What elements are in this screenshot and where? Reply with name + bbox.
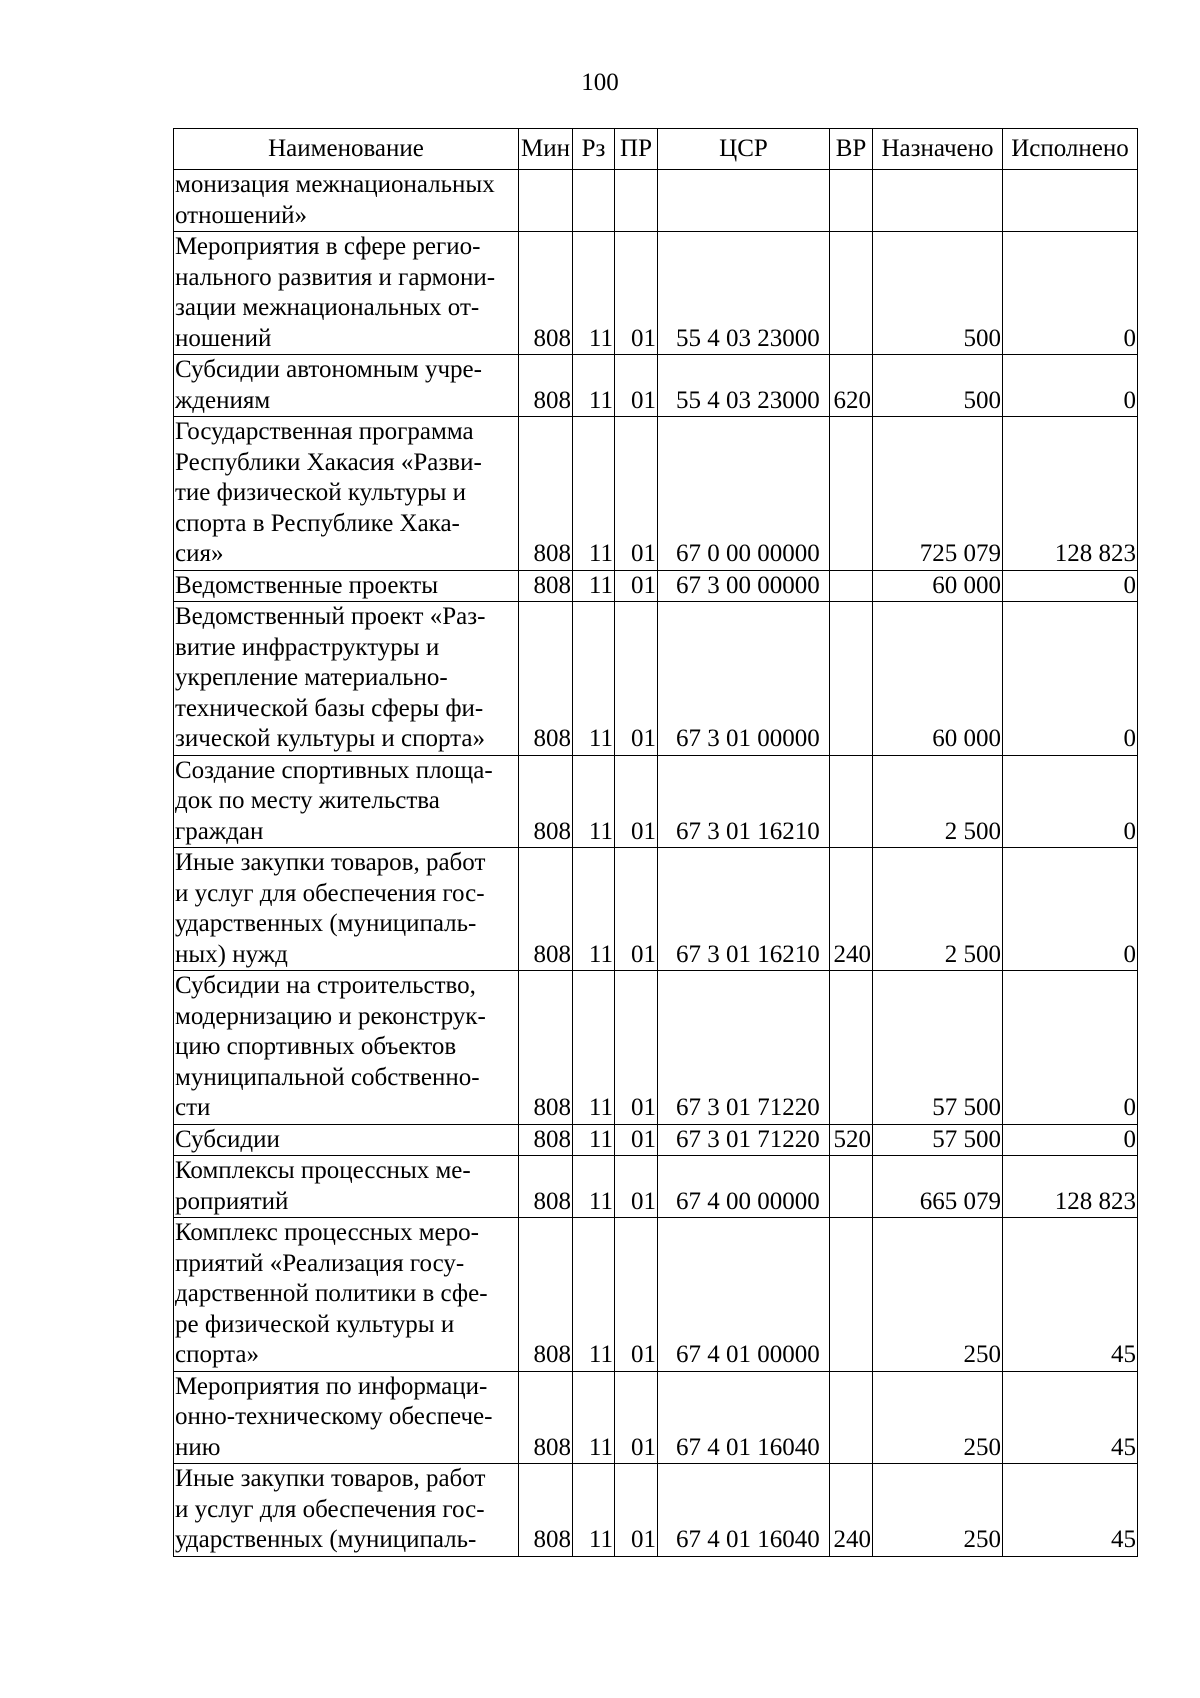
- cell-csr: 67 0 00 00000: [658, 417, 830, 571]
- cell-rz: 11: [573, 232, 615, 355]
- cell-pr: 01: [615, 1218, 658, 1372]
- cell-name: Ведомственные проекты: [174, 570, 519, 602]
- cell-pr: 01: [615, 1464, 658, 1557]
- cell-name: монизация межнациональных отношений»: [174, 170, 519, 232]
- cell-naznacheno: 60 000: [873, 602, 1003, 756]
- header-naznacheno: Назначено: [873, 129, 1003, 170]
- header-rz: Рз: [573, 129, 615, 170]
- table-row: [174, 570, 1138, 602]
- cell-rz: 11: [573, 355, 615, 417]
- cell-ispolneno: 0: [1003, 355, 1138, 417]
- cell-ispolneno: 45: [1003, 1218, 1138, 1372]
- cell-rz: 11: [573, 1124, 615, 1156]
- cell-min: 808: [519, 1124, 573, 1156]
- cell-naznacheno: 60 000: [873, 570, 1003, 602]
- cell-naznacheno: 250: [873, 1371, 1003, 1464]
- cell-min: 808: [519, 602, 573, 756]
- cell-rz: 11: [573, 417, 615, 571]
- cell-rz: 11: [573, 602, 615, 756]
- cell-naznacheno: 2 500: [873, 755, 1003, 848]
- table-row: [174, 755, 1138, 848]
- cell-csr: 67 4 01 00000: [658, 1218, 830, 1372]
- cell-min: 808: [519, 232, 573, 355]
- cell-naznacheno: 500: [873, 232, 1003, 355]
- cell-min: 808: [519, 1156, 573, 1218]
- cell-pr: 01: [615, 570, 658, 602]
- cell-min: 808: [519, 1371, 573, 1464]
- header-name: Наименование: [174, 129, 519, 170]
- cell-name: Мероприятия в сфере регио- нального развития и гармони- зации межнациональных от- ношений: [174, 232, 519, 355]
- table-row: [174, 1218, 1138, 1372]
- table-row: [174, 417, 1138, 571]
- cell-csr: 67 3 01 71220: [658, 1124, 830, 1156]
- cell-rz: [573, 170, 615, 232]
- cell-name: Комплекс процессных меро- приятий «Реализация госу- дарственной политики в сфе- ре физической культуры и спорта»: [174, 1218, 519, 1372]
- budget-table: [173, 128, 1138, 1557]
- table-row: [174, 971, 1138, 1125]
- cell-name: Субсидии автономным учре- ждениям: [174, 355, 519, 417]
- cell-vr: [830, 1156, 873, 1218]
- cell-min: 808: [519, 1218, 573, 1372]
- cell-name: Иные закупки товаров, работ и услуг для обеспечения гос- ударственных (муниципаль- ных) нужд: [174, 848, 519, 971]
- cell-name: Комплексы процессных ме- роприятий: [174, 1156, 519, 1218]
- cell-pr: [615, 170, 658, 232]
- cell-pr: 01: [615, 848, 658, 971]
- cell-csr: 67 3 01 71220: [658, 971, 830, 1125]
- cell-naznacheno: 725 079: [873, 417, 1003, 571]
- header-pr: ПР: [615, 129, 658, 170]
- cell-vr: 240: [830, 848, 873, 971]
- cell-csr: 67 4 01 16040: [658, 1464, 830, 1557]
- cell-pr: 01: [615, 417, 658, 571]
- table-row: [174, 1464, 1138, 1557]
- cell-vr: [830, 755, 873, 848]
- cell-rz: 11: [573, 1371, 615, 1464]
- cell-vr: [830, 417, 873, 571]
- cell-ispolneno: 0: [1003, 602, 1138, 756]
- table-row: [174, 170, 1138, 232]
- cell-rz: 11: [573, 1218, 615, 1372]
- cell-csr: 67 4 00 00000: [658, 1156, 830, 1218]
- cell-csr: [658, 170, 830, 232]
- header-min: Мин: [519, 129, 573, 170]
- cell-naznacheno: 665 079: [873, 1156, 1003, 1218]
- cell-min: 808: [519, 570, 573, 602]
- header-ispolneno: Исполнено: [1003, 129, 1138, 170]
- cell-csr: 55 4 03 23000: [658, 232, 830, 355]
- table-body: [174, 170, 1138, 1557]
- cell-naznacheno: 250: [873, 1218, 1003, 1372]
- cell-ispolneno: 0: [1003, 848, 1138, 971]
- cell-min: 808: [519, 848, 573, 971]
- cell-naznacheno: 500: [873, 355, 1003, 417]
- table-header: [174, 129, 1138, 170]
- cell-pr: 01: [615, 971, 658, 1125]
- header-csr: ЦСР: [658, 129, 830, 170]
- cell-ispolneno: 128 823: [1003, 417, 1138, 571]
- cell-ispolneno: 0: [1003, 570, 1138, 602]
- cell-ispolneno: 128 823: [1003, 1156, 1138, 1218]
- cell-naznacheno: 57 500: [873, 1124, 1003, 1156]
- cell-vr: [830, 170, 873, 232]
- cell-min: [519, 170, 573, 232]
- cell-rz: 11: [573, 971, 615, 1125]
- cell-vr: [830, 570, 873, 602]
- cell-rz: 11: [573, 1464, 615, 1557]
- cell-rz: 11: [573, 570, 615, 602]
- cell-min: 808: [519, 755, 573, 848]
- cell-naznacheno: [873, 170, 1003, 232]
- cell-pr: 01: [615, 602, 658, 756]
- cell-rz: 11: [573, 848, 615, 971]
- cell-pr: 01: [615, 1371, 658, 1464]
- cell-min: 808: [519, 355, 573, 417]
- cell-pr: 01: [615, 355, 658, 417]
- cell-csr: 67 3 01 16210: [658, 848, 830, 971]
- cell-min: 808: [519, 417, 573, 571]
- table-row: [174, 602, 1138, 756]
- cell-naznacheno: 2 500: [873, 848, 1003, 971]
- cell-vr: [830, 1371, 873, 1464]
- cell-csr: 55 4 03 23000: [658, 355, 830, 417]
- cell-vr: [830, 602, 873, 756]
- header-vr: ВР: [830, 129, 873, 170]
- cell-vr: 240: [830, 1464, 873, 1557]
- cell-rz: 11: [573, 1156, 615, 1218]
- cell-naznacheno: 57 500: [873, 971, 1003, 1125]
- table-row: [174, 232, 1138, 355]
- cell-csr: 67 3 01 16210: [658, 755, 830, 848]
- cell-vr: [830, 1218, 873, 1372]
- cell-name: Субсидии: [174, 1124, 519, 1156]
- cell-name: Ведомственный проект «Раз- витие инфраструктуры и укрепление материально- технической базы сферы фи- зической культуры и спорта»: [174, 602, 519, 756]
- cell-pr: 01: [615, 1124, 658, 1156]
- cell-ispolneno: 45: [1003, 1464, 1138, 1557]
- header-row: [174, 129, 1138, 170]
- table-row: [174, 355, 1138, 417]
- cell-name: Государственная программа Республики Хакасия «Разви- тие физической культуры и спорта в Республике Хака- сия»: [174, 417, 519, 571]
- cell-min: 808: [519, 1464, 573, 1557]
- cell-pr: 01: [615, 1156, 658, 1218]
- cell-csr: 67 4 01 16040: [658, 1371, 830, 1464]
- cell-pr: 01: [615, 232, 658, 355]
- cell-name: Создание спортивных площа- док по месту жительства граждан: [174, 755, 519, 848]
- cell-name: Субсидии на строительство, модернизацию и реконструк- цию спортивных объектов муниципальной собственно- сти: [174, 971, 519, 1125]
- cell-csr: 67 3 01 00000: [658, 602, 830, 756]
- table-row: [174, 1156, 1138, 1218]
- cell-ispolneno: 0: [1003, 971, 1138, 1125]
- cell-ispolneno: [1003, 170, 1138, 232]
- cell-vr: [830, 971, 873, 1125]
- cell-ispolneno: 0: [1003, 755, 1138, 848]
- cell-naznacheno: 250: [873, 1464, 1003, 1557]
- table-row: [174, 848, 1138, 971]
- cell-name: Мероприятия по информаци- онно-техническому обеспече- нию: [174, 1371, 519, 1464]
- cell-pr: 01: [615, 755, 658, 848]
- cell-name: Иные закупки товаров, работ и услуг для обеспечения гос- ударственных (муниципаль-: [174, 1464, 519, 1557]
- cell-vr: 620: [830, 355, 873, 417]
- cell-ispolneno: 0: [1003, 232, 1138, 355]
- cell-ispolneno: 0: [1003, 1124, 1138, 1156]
- cell-csr: 67 3 00 00000: [658, 570, 830, 602]
- cell-vr: 520: [830, 1124, 873, 1156]
- cell-ispolneno: 45: [1003, 1371, 1138, 1464]
- cell-rz: 11: [573, 755, 615, 848]
- page-number: 100: [581, 69, 619, 96]
- cell-min: 808: [519, 971, 573, 1125]
- cell-vr: [830, 232, 873, 355]
- table-row: [174, 1124, 1138, 1156]
- table-row: [174, 1371, 1138, 1464]
